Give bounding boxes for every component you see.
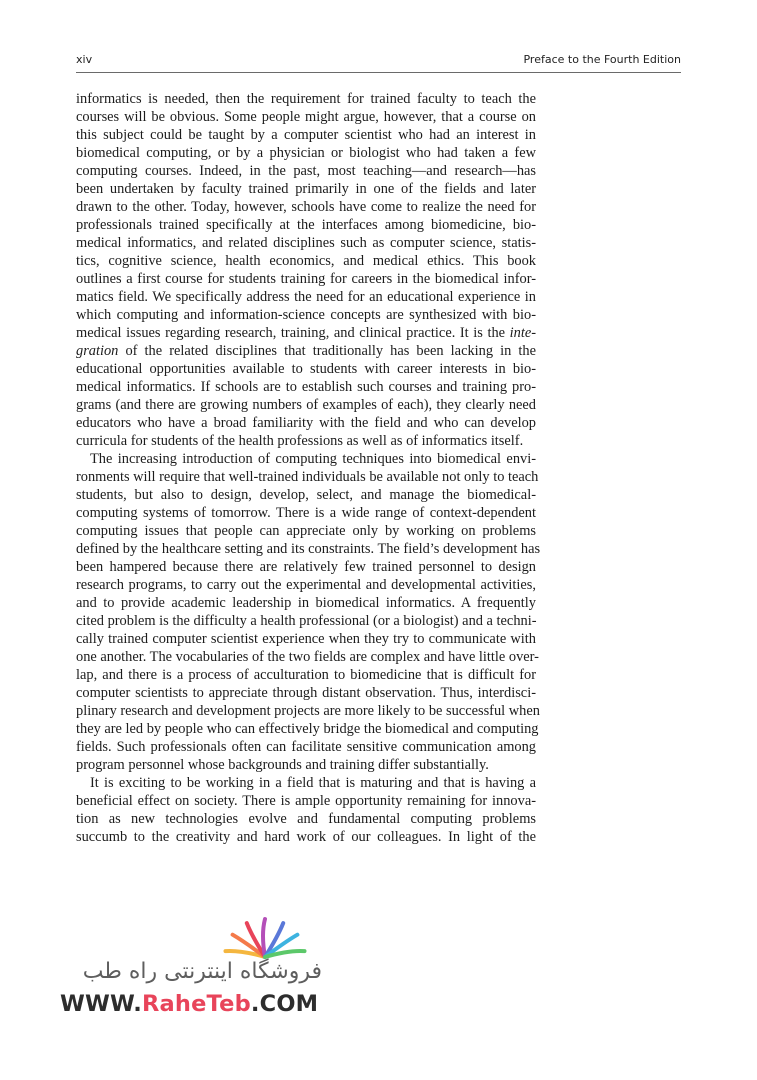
text-line: computing issues that people can appreciate only by working on problems bbox=[76, 523, 536, 539]
text-line: tion as new technologies evolve and fundamental computing problems bbox=[76, 811, 536, 827]
text-line: educators who have a broad familiarity with the field and who can develop bbox=[76, 415, 536, 431]
page-number: xiv bbox=[76, 53, 93, 66]
italic-fragment: inte- bbox=[509, 325, 536, 341]
paragraph-2 bbox=[76, 450, 541, 774]
text-line: grams (and there are growing numbers of examples of each), they clearly need bbox=[76, 397, 536, 413]
text-line bbox=[76, 324, 536, 342]
text-line: one another. The vocabularies of the two fields are complex and have little over- bbox=[76, 649, 539, 665]
text-line: which computing and information-science concepts are synthesized with bio- bbox=[76, 307, 536, 323]
text-line: beneficial effect on society. There is ample opportunity remaining for innova- bbox=[76, 793, 536, 809]
text-fragment: of the related disciplines that traditionally has been lacking in the bbox=[118, 343, 536, 359]
url-brand: RaheTeb bbox=[141, 991, 251, 1017]
text-line: matics field. We specifically address the need for an educational experience in bbox=[76, 289, 536, 305]
text-line: lap, and there is a process of acculturation to biomedicine that is difficult for bbox=[76, 667, 536, 683]
fan-page-stroke bbox=[263, 919, 265, 957]
book-fan-logo-icon bbox=[220, 915, 310, 959]
watermark-store-name: فروشگاه اینترنتی راه طب bbox=[82, 959, 322, 984]
url-suffix: .COM bbox=[250, 991, 319, 1017]
watermark-url bbox=[60, 991, 322, 1017]
running-title: Preface to the Fourth Edition bbox=[523, 53, 681, 66]
text-line: they are led by people who can effectively bridge the biomedical and computing bbox=[76, 721, 539, 737]
text-line: biomedical computing, or by a physician or biologist who had taken a few bbox=[76, 145, 536, 161]
text-line: computing systems of tomorrow. There is a wide range of context-dependent bbox=[76, 505, 536, 521]
text-line: been undertaken by faculty trained primarily in one of the fields and later bbox=[76, 181, 536, 197]
text-line: courses will be obvious. Some people might argue, however, that a course on bbox=[76, 109, 536, 125]
text-line: professionals trained specifically at the interfaces among biomedicine, bio- bbox=[76, 217, 536, 233]
text-line: medical informatics. If schools are to establish such courses and training pro- bbox=[76, 379, 536, 395]
paragraph-3 bbox=[76, 774, 536, 846]
italic-fragment: gration bbox=[76, 343, 119, 359]
text-line: ronments will require that well-trained individuals be available not only to teach bbox=[76, 469, 539, 485]
text-line: outlines a first course for students training for careers in the biomedical infor- bbox=[76, 271, 536, 287]
text-line: this subject could be taught by a computer scientist who had an interest in bbox=[76, 127, 536, 143]
text-fragment: medical issues regarding research, training, and clinical practice. It is the bbox=[76, 325, 510, 341]
text-line: been hampered because there are relatively few trained personnel to design bbox=[76, 559, 536, 575]
body-text bbox=[76, 90, 541, 846]
text-line: research programs, to carry out the experimental and developmental activities, bbox=[76, 577, 536, 593]
text-line: educational opportunities available to students with career interests in bio- bbox=[76, 361, 536, 377]
text-line: students, but also to design, develop, select, and manage the biomedical- bbox=[76, 487, 536, 503]
text-line: and to provide academic leadership in biomedical informatics. A frequently bbox=[76, 595, 536, 611]
text-line: succumb to the creativity and hard work of our colleagues. In light of the bbox=[76, 829, 536, 845]
text-line: tics, cognitive science, health economics, and medical ethics. This book bbox=[76, 253, 536, 269]
text-line: fields. Such professionals often can facilitate sensitive communication among bbox=[76, 739, 536, 755]
running-header bbox=[76, 53, 681, 69]
text-line: drawn to the other. Today, however, schools have come to realize the need for bbox=[76, 199, 536, 215]
text-line: cited problem is the difficulty a health professional (or a biologist) and a techni- bbox=[76, 613, 537, 629]
text-line: cally trained computer scientist experience when they try to communicate with bbox=[76, 631, 536, 647]
text-line: defined by the healthcare setting and its constraints. The field’s development has bbox=[76, 541, 541, 557]
header-rule bbox=[76, 72, 681, 73]
text-line: plinary research and development projects are more likely to be successful when bbox=[76, 703, 540, 719]
text-line: The increasing introduction of computing techniques into biomedical envi- bbox=[90, 451, 536, 467]
text-line: computing courses. Indeed, in the past, most teaching—and research—has bbox=[76, 163, 536, 179]
paragraph-1 bbox=[76, 90, 536, 450]
text-line bbox=[76, 342, 536, 360]
text-line: medical informatics, and related disciplines such as computer science, statis- bbox=[76, 235, 536, 251]
text-line: curricula for students of the health professions as well as of informatics itself. bbox=[76, 433, 524, 449]
url-prefix: WWW. bbox=[60, 991, 142, 1017]
text-line: computer scientists to appreciate through distant observation. Thus, interdisci- bbox=[76, 685, 536, 701]
text-line: It is exciting to be working in a field that is maturing and that is having a bbox=[90, 775, 536, 791]
text-line: informatics is needed, then the requirement for trained faculty to teach the bbox=[76, 91, 536, 107]
text-line: program personnel whose backgrounds and training differ substantially. bbox=[76, 757, 489, 773]
store-watermark bbox=[60, 915, 320, 1025]
